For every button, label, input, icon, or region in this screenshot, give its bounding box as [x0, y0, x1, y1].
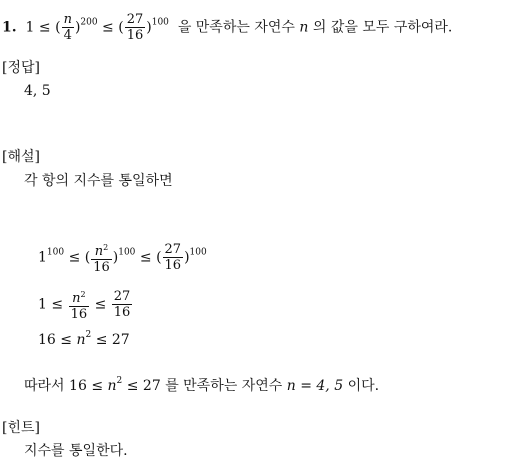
leq-sign-2: ≤ — [102, 19, 114, 36]
paren-open: ( — [55, 19, 61, 36]
equation-2: 1 ≤ $\frac{n^2}{16}$ ≤ $\frac{27}{16}$ — [38, 289, 131, 322]
fraction-27-over-16-b: $\frac{27}{16}$ — [164, 242, 182, 273]
conclusion-line: 따라서 $16 \le n^2 \le 27$ 를 만족하는 자연수 n = 4, 5 이다. — [24, 376, 380, 394]
answer-value: 4, 5 — [24, 83, 51, 99]
explanation-heading: [해설] — [2, 149, 40, 165]
fraction-n-over-4: $\frac{n}{4}$ — [63, 12, 72, 43]
variable-n: n — [299, 19, 309, 36]
answer-heading: [정답] — [2, 60, 40, 76]
paren-close: ) — [74, 19, 81, 36]
hint-text: 지수를 통일한다. — [24, 443, 128, 459]
problem-number: 1. — [2, 19, 17, 36]
problem-text: 을 만족하는 자연수 — [177, 19, 295, 36]
fraction-27-over-16: $\frac{27}{16}$ — [126, 12, 144, 43]
exponent-200: 200 — [80, 17, 98, 28]
exponent-100: 100 — [151, 17, 169, 28]
explanation-intro: 각 항의 지수를 통일하면 — [24, 173, 173, 189]
problem-line: 1. 1 ≤ ( $\frac{n}{4}$ )$^{200}$ ≤ ( $\frac{27}{16}$ )$^{100}$ 을 만족하는 자연수 n 의 값을 모두 구하여라. — [2, 12, 453, 43]
fraction-n2-over-16: $\frac{n^2}{16}$ — [93, 243, 110, 275]
hint-heading: [힌트] — [2, 420, 40, 436]
fraction-n2-over-16-c: $\frac{n^2}{16}$ — [70, 290, 88, 322]
equation-1: $1^{100}$ ≤ ( $\frac{n^2}{16}$ )$^{100}$ ≤ ( $\frac{27}{16}$ )$^{100}$ — [38, 242, 207, 275]
fraction-27-over-16-c: $\frac{27}{16}$ — [113, 289, 131, 320]
leq-sign: ≤ — [38, 19, 51, 36]
equation-3: $16 \le n^2 \le 27$ — [38, 330, 130, 348]
problem-text-2: 의 값을 모두 구하여라. — [312, 19, 453, 36]
math-one: 1 — [25, 19, 35, 36]
